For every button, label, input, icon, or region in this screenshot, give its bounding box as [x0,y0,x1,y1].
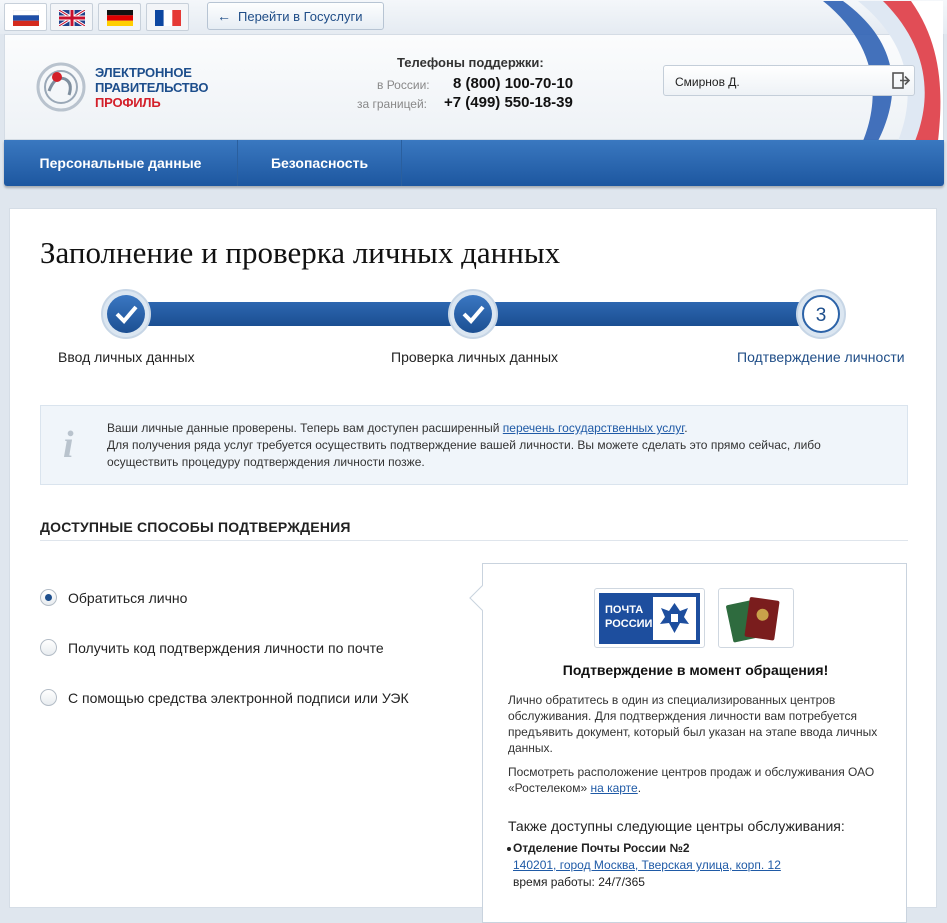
site-header [4,34,944,140]
method-option-by-mail[interactable] [40,639,384,656]
bullet-icon [507,847,511,851]
office-address-link[interactable]: 140201, город Москва, Тверская улица, корп. 12 [513,858,781,872]
nav-item-personal-data[interactable]: Персональные данные [4,140,238,186]
info-line2: Для получения ряда услуг требуется осуществить подтверждение вашей личности. Вы можете сделать это прямо сейчас, либо осуществить процедуру подтверждения личности позже. [107,438,821,469]
support-russia [377,75,574,92]
step-3-number: 3 [815,305,827,326]
map-link[interactable]: на карте [590,781,638,795]
radio-button[interactable] [40,689,57,706]
step-2-label: Проверка личных данных [391,349,559,365]
flag-de-button[interactable] [98,3,141,31]
radio-button[interactable] [40,639,57,656]
divider [40,540,908,541]
office-name: Отделение Почты России №2 [513,841,690,855]
info-icon: i [63,424,74,466]
russian-post-logo [594,588,705,648]
support-russia-label: в России: [377,78,430,92]
go-to-gosuslugi-button[interactable] [207,2,384,30]
method-details-card [482,563,907,923]
card-paragraph-1: Лично обратитесь в один из специализированных центров обслуживания. Для подтверждения личности вам потребуется предъявить документ, который был указан на этапе ввода личных данных. [508,693,878,755]
step-3-circle [796,289,846,339]
methods-title: ДОСТУПНЫЕ СПОСОБЫ ПОДТВЕРЖДЕНИЯ [40,519,351,535]
method-option-label: Получить код подтверждения личности по почте [68,639,384,656]
eagle-emblem-icon [653,597,696,640]
flag-fr-button[interactable] [146,3,189,31]
card-pointer [469,585,494,610]
info-box [40,405,908,485]
support-abroad-label: за границей: [357,97,428,111]
card-title: Подтверждение в момент обращения! [562,662,829,678]
post-logo-line1: ПОЧТА [605,604,644,616]
support-abroad-phone: +7 (499) 550-18-39 [444,94,573,111]
card-paragraph-2-end: . [637,781,642,795]
egov-logo-text[interactable] [95,65,208,110]
card-paragraph-2 [508,764,888,796]
logo-line3: ПРОФИЛЬ [95,95,161,110]
support-title: Телефоны поддержки: [397,55,544,70]
info-line1-end: . [684,421,688,435]
step-2-circle [448,289,498,339]
step-1-label: Ввод личных данных [58,349,195,365]
page-title: Заполнение и проверка личных данных [40,235,561,270]
logo-line2: ПРАВИТЕЛЬСТВО [95,80,209,95]
checkmark-icon [454,295,492,333]
go-to-gosuslugi-label: Перейти в Госуслуги [238,8,363,24]
step-3-label: Подтверждение личности [737,349,905,365]
post-logo-line2: РОССИИ [605,618,653,630]
radio-button[interactable] [40,589,57,606]
arrow-left-icon: ← [217,8,231,24]
uk-flag-icon [59,10,85,26]
method-option-label: Обратиться лично [68,589,188,606]
card-paragraph-2-text: Посмотреть расположение центров продаж и обслуживания ОАО «Ростелеком» [508,765,875,795]
support-abroad [357,94,573,111]
egov-logo-icon[interactable] [35,61,87,118]
france-flag-icon [155,10,181,26]
info-line1-start: Ваши личные данные проверены. Теперь вам доступен расширенный [107,421,503,435]
main-panel [9,208,937,908]
checkmark-icon [107,295,145,333]
method-option-e-signature[interactable] [40,689,409,706]
flag-en-button[interactable] [50,3,93,31]
logout-icon[interactable] [890,70,911,91]
passport-icon [718,588,794,648]
support-russia-phone: 8 (800) 100-70-10 [453,75,574,92]
germany-flag-icon [107,10,133,26]
method-option-label: С помощью средства электронной подписи или УЭК [68,689,409,706]
user-menu[interactable] [663,65,915,96]
services-list-link[interactable]: перечень государственных услуг [502,421,685,435]
progress-steps [10,289,938,379]
nav-item-security[interactable]: Безопасность [238,140,402,186]
russia-flag-icon [13,10,39,26]
card-subtitle: Также доступны следующие центры обслуживания: [508,818,845,834]
info-text [107,420,887,471]
flag-ru-button[interactable] [4,3,47,31]
method-option-in-person[interactable] [40,589,187,606]
user-name: Смирнов Д. [675,75,740,89]
office-list-item [513,840,781,891]
step-1-circle [101,289,151,339]
office-hours: время работы: 24/7/365 [513,875,645,889]
main-nav [4,140,944,186]
logo-line1: ЭЛЕКТРОННОЕ [95,65,192,80]
